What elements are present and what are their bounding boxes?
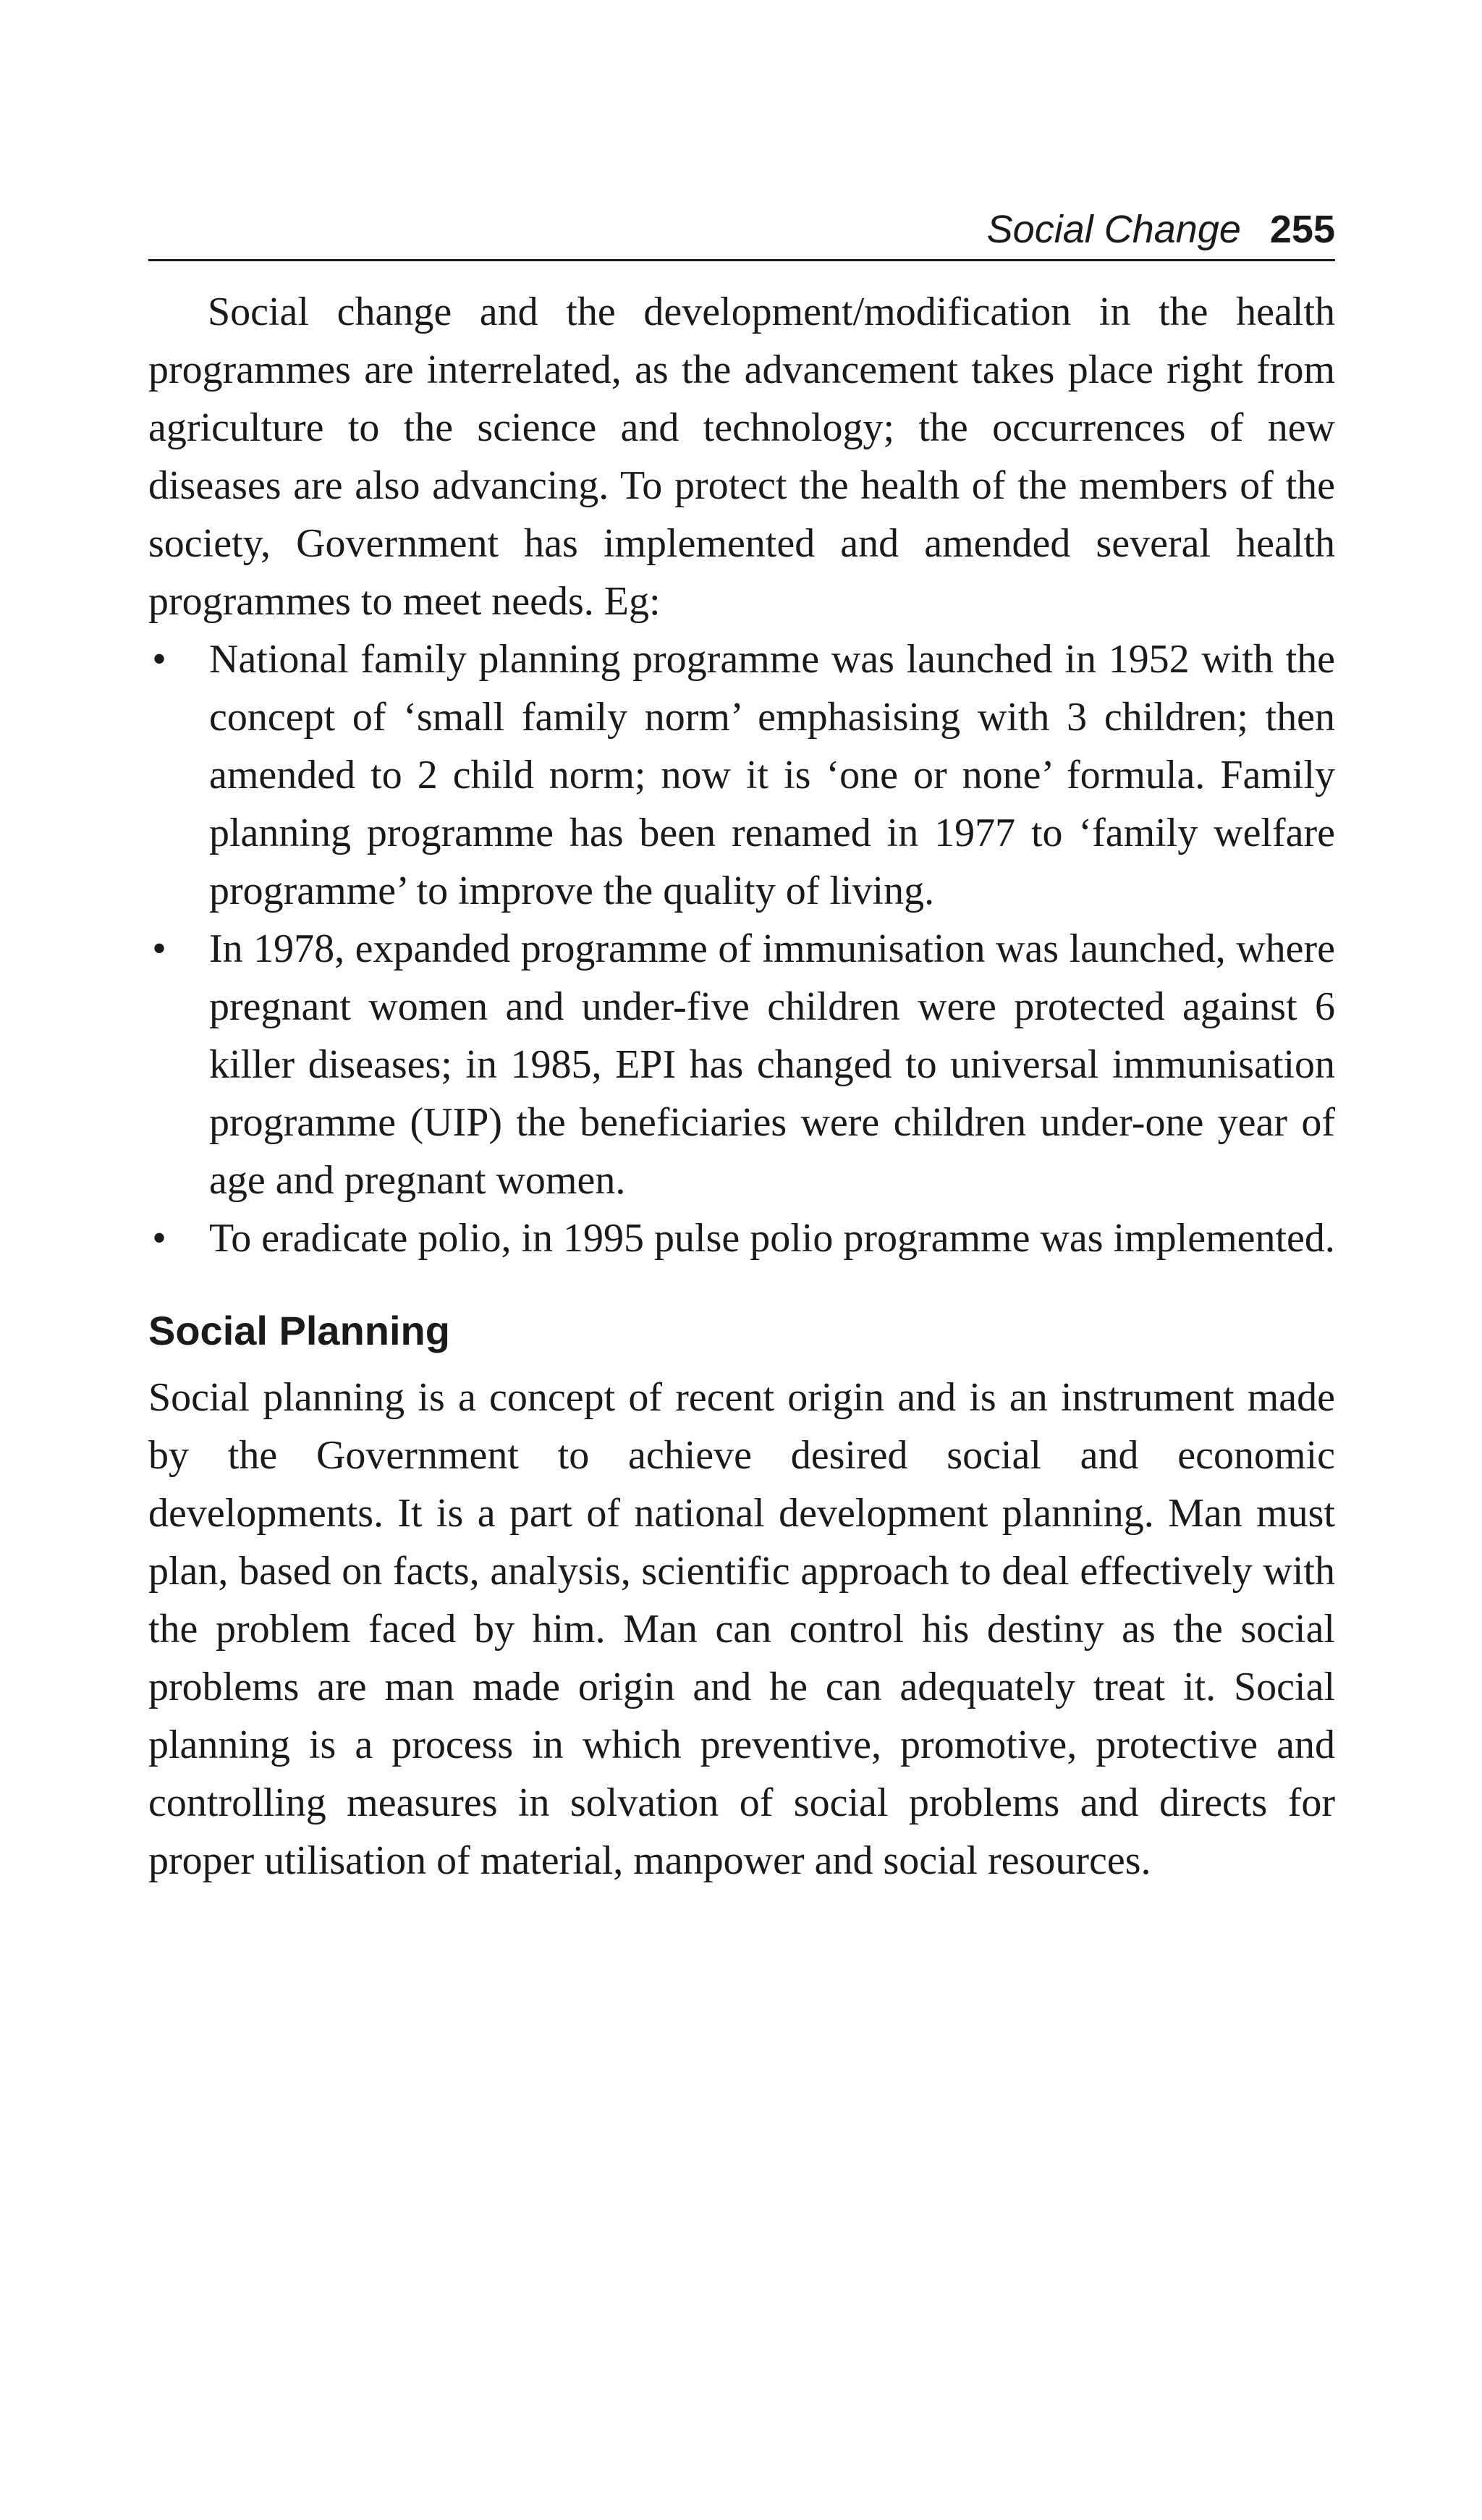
section-heading: Social Planning [148, 1308, 450, 1353]
section-paragraph: Social planning is a concept of recent origin and is an instrument made by the Government to achieve desired social and economic developments. It is a part of national development planning. Man must plan, based on facts, analysis, scientific approach to deal effectively with the problem faced by him. Man can control his destiny as the social problems are man made origin and he can adequately treat it. Social planning is a process in which preventive, promotive, protective and controlling measures in solvation of social problems and directs for proper utilisation of material, manpower and social resources. [148, 1375, 1335, 1883]
list-item-text: National family planning programme was launched in 1952 with the concept of ‘small family norm’ emphasising with 3 children; then amended to 2 child norm; now it is ‘one or none’ formula. Family planning programme has been renamed in 1977 to ‘family welfare programme’ to improve the quality of living. [209, 637, 1335, 913]
running-title: Social Change [986, 208, 1241, 251]
running-header [148, 210, 1335, 261]
list-item [148, 1209, 1335, 1267]
bullet-icon: • [152, 1216, 166, 1261]
list-item-text: In 1978, expanded programme of immunisation was launched, where pregnant women and under-five children were protected against 6 killer diseases; in 1985, EPI has changed to universal immunisation programme (UIP) the beneficiaries were children under-one year of age and pregnant women. [209, 926, 1335, 1203]
page-number: 255 [1269, 208, 1335, 251]
bullet-icon: • [152, 926, 166, 971]
list-item-text: To eradicate polio, in 1995 pulse polio programme was implemented. [209, 1216, 1335, 1261]
intro-paragraph: Social change and the development/modification in the health programmes are interrelated, as the advancement takes place right from agriculture to the science and technology; the occurrences of new diseases are also advancing. To protect the health of the members of the society, Government has implemented and amended several health programmes to meet needs. Eg: [148, 289, 1335, 624]
list-item [148, 920, 1335, 1209]
list-item [148, 630, 1335, 920]
bullet-icon: • [152, 637, 166, 682]
health-programmes-list [148, 630, 1335, 1267]
book-page [148, 210, 1335, 1890]
